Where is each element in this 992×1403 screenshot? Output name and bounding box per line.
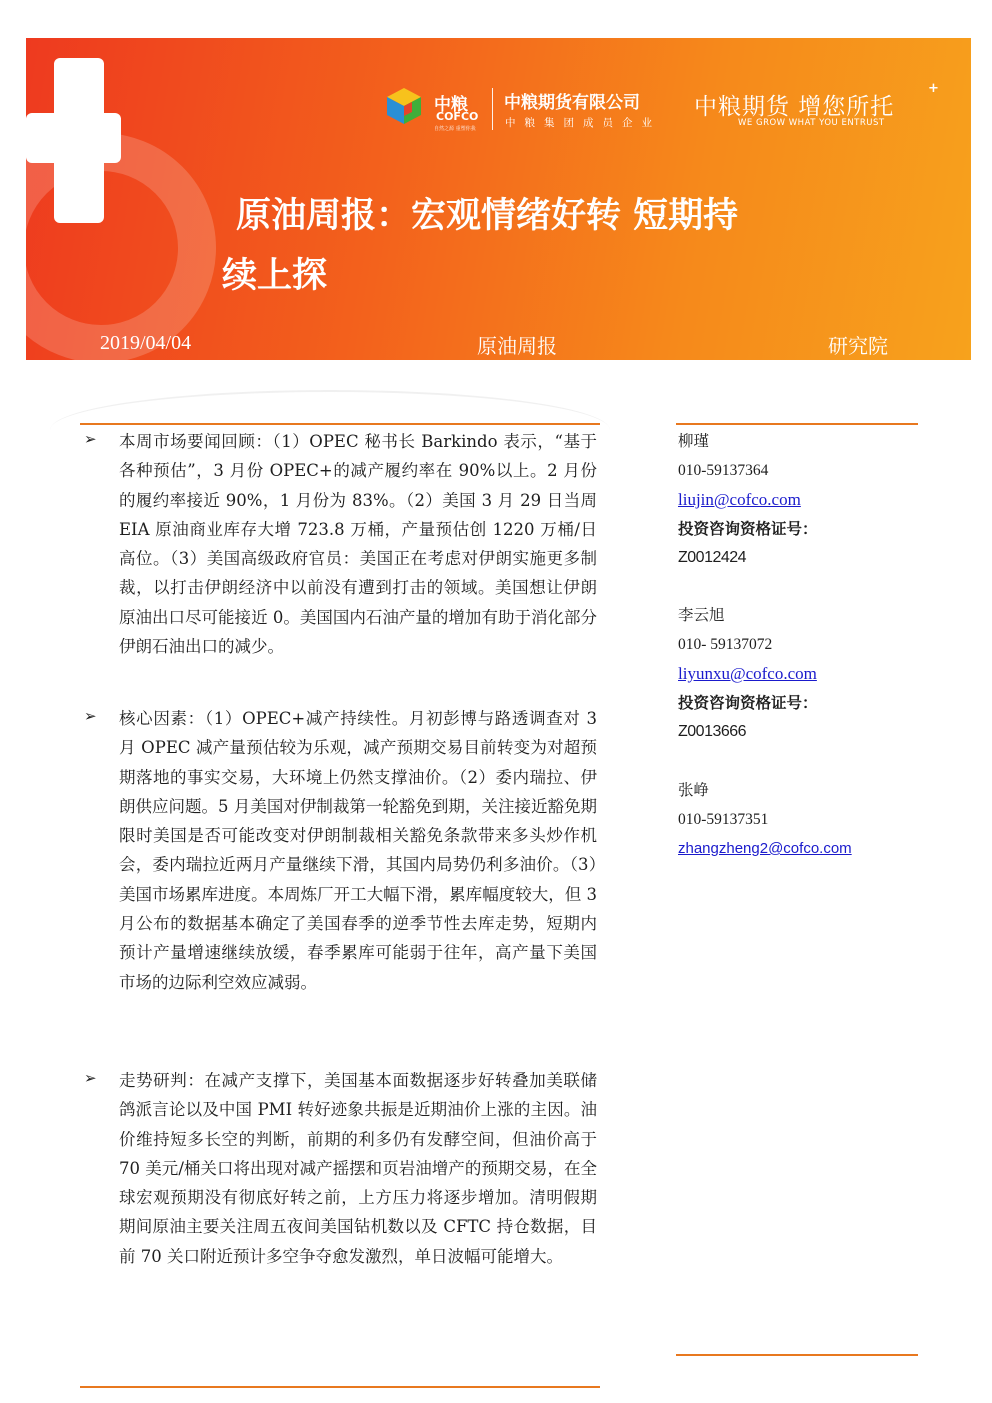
- analyst-phone: 010- 59137072: [678, 636, 773, 653]
- plus-decoration-horizontal: [26, 113, 121, 163]
- analyst-email-link[interactable]: liujin@cofco.com: [678, 490, 801, 509]
- analyst-name: 李云旭: [678, 606, 725, 624]
- logo-english-text: COFCO: [436, 110, 479, 123]
- company-name: 中粮期货有限公司: [504, 93, 640, 113]
- logo-divider: [492, 88, 493, 130]
- slogan-english: WE GROW WHAT YOU ENTRUST: [738, 118, 885, 128]
- company-subtitle: 中粮集团成员企业: [505, 117, 661, 129]
- analyst-name: 张峥: [678, 781, 710, 799]
- report-title-line-2: 续上探: [222, 256, 328, 296]
- analyst-phone: 010-59137364: [678, 462, 769, 479]
- analyst-contact: [678, 776, 852, 863]
- bullet-icon: ➢: [84, 430, 97, 448]
- summary-trend-outlook: 走势研判：在减产支撑下，美国基本面数据逐步好转叠加美联储鸽派言论以及中国 PMI 转好迹象共振是近期油价上涨的主因。油价维持短多长空的判断，前期的利多仍有发酵空间，但油价高于 70 美元/桶关口将出现对减产摇摆和页岩油增产的预期交易，在全球宏观预期没有彻底好转之前，上方压力将逐步增加。清明假期期间原油主要关注周五夜间美国钻机数以及 CFTC 持仓数据，目前 70 关口附近预计多空争夺愈发激烈，单日波幅可能增大。: [119, 1071, 597, 1266]
- logo-tagline: 自然之源 重塑你我: [434, 126, 476, 132]
- slogan-plus-mark: +: [928, 81, 939, 96]
- report-type: 原油周报: [477, 334, 557, 358]
- summary-bottom-rule: [80, 1386, 600, 1388]
- qualification-number: Z0012424: [678, 549, 747, 566]
- logo-chinese-text: 中粮: [434, 95, 468, 115]
- analyst-phone: 010-59137351: [678, 811, 769, 828]
- cover-banner: [26, 38, 971, 360]
- qualification-label: 投资咨询资格证号：: [678, 519, 818, 538]
- analyst-contact: [678, 427, 818, 572]
- bullet-icon: ➢: [84, 707, 97, 725]
- slogan: 中粮期货 增您所托: [694, 94, 895, 120]
- analyst-name: 柳瑾: [678, 432, 710, 450]
- cofco-logo-icon: [384, 86, 424, 126]
- bullet-icon: ➢: [84, 1069, 97, 1087]
- contacts-top-rule: [676, 423, 918, 425]
- report-department: 研究院: [828, 334, 888, 358]
- report-title-line-1: 原油周报：宏观情绪好转 短期持: [236, 196, 739, 236]
- qualification-label: 投资咨询资格证号：: [678, 693, 818, 712]
- summary-market-news: 本周市场要闻回顾：（1）OPEC 秘书长 Barkindo 表示，“基于各种预估”，3 月份 OPEC+的减产履约率在 90%以上。2 月份的履约率接近 90%，1 月份为 83%。（2）美国 3 月 29 日当周 EIA 原油商业库存大增 723.8 万桶，产量预估创 1220 万桶/日高位。（3）美国高级政府官员：美国正在考虑对伊朗实施更多制裁，以打击伊朗经济中以前没有遭到打击的领域。美国想让伊朗原油出口尽可能接近 0。美国国内石油产量的增加有助于消化部分伊朗石油出口的减少。: [119, 432, 597, 657]
- summary-top-rule: [80, 423, 600, 425]
- analyst-email-link[interactable]: liyunxu@cofco.com: [678, 664, 817, 683]
- summary-core-factors: 核心因素：（1）OPEC+减产持续性。月初彭博与路透调查对 3 月 OPEC 减产量预估较为乐观，减产预期交易目前转变为对超预期落地的事实交易，大环境上仍然支撑油价。（2）委内瑞拉、伊朗供应问题。5 月美国对伊制裁第一轮豁免到期，关注接近豁免期限时美国是否可能改变对伊朗制裁相关豁免条款带来多头炒作机会，委内瑞拉近两月产量继续下滑，其国内局势仍利多油价。（3）美国市场累库进度。本周炼厂开工大幅下滑，累库幅度较大，但 3 月公布的数据基本确定了美国春季的逆季节性去库走势，短期内预计产量增速继续放缓，春季累库可能弱于往年，高产量下美国市场的边际利空效应减弱。: [119, 709, 597, 992]
- analyst-contact: [678, 601, 818, 746]
- qualification-number: Z0013666: [678, 723, 747, 740]
- report-date: 2019/04/04: [100, 332, 192, 354]
- contacts-bottom-rule: [676, 1354, 918, 1356]
- analyst-email-link[interactable]: zhangzheng2@cofco.com: [678, 840, 852, 857]
